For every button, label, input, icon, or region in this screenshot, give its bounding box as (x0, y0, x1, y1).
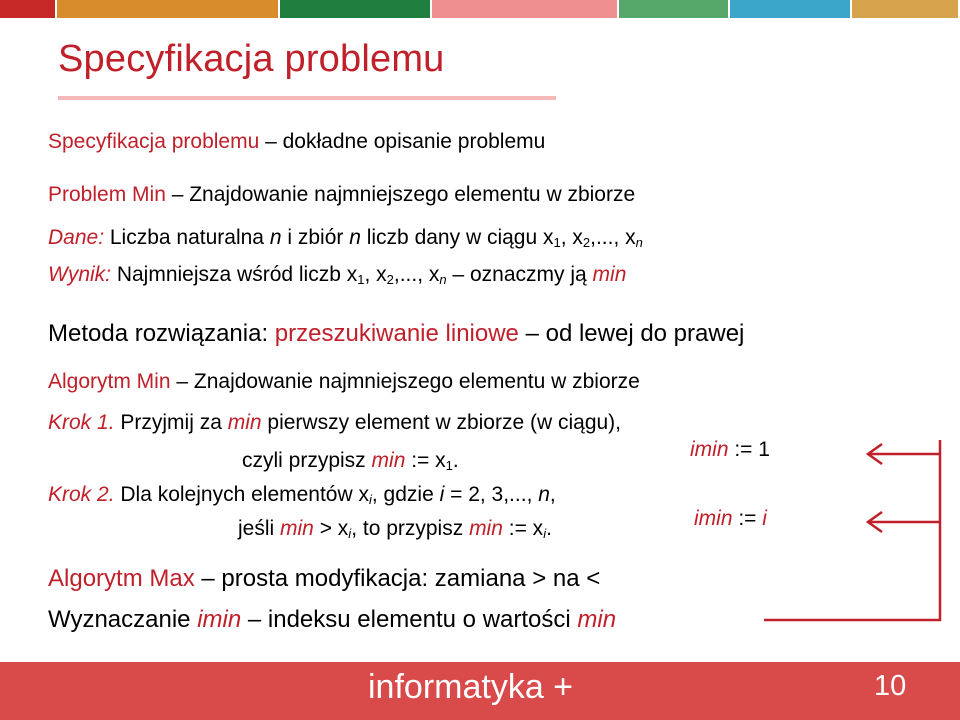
bar-segment (619, 0, 729, 18)
var-min: min (469, 517, 503, 540)
var-min: min (371, 449, 406, 472)
var-i: i (762, 507, 767, 530)
label-krok-1: Krok 1. (48, 411, 115, 434)
text: liczb dany w ciągu x (360, 226, 554, 249)
subscript: 2 (582, 235, 591, 250)
definition-text: – dokładne opisanie problemu (259, 130, 546, 153)
text: Liczba naturalna (104, 226, 270, 249)
bar-segment (432, 0, 617, 18)
subscript: i (348, 526, 352, 541)
output-line (48, 263, 626, 287)
term-specyfikacja: Specyfikacja problemu (48, 130, 260, 153)
var-min: min (280, 517, 314, 540)
var-min: min (227, 411, 262, 434)
bracket-arrows-icon (760, 440, 950, 640)
subscript: 1 (553, 235, 561, 250)
imin-definition-line (48, 606, 616, 634)
text: , gdzie (371, 483, 440, 506)
slide-title: Specyfikacja problemu (58, 38, 445, 80)
text: , x (560, 226, 583, 249)
var-n: n (349, 226, 361, 249)
text: – prosta modyfikacja: zamiana > na < (194, 565, 601, 592)
subscript: i (368, 492, 372, 507)
imin-assign-i (694, 507, 767, 531)
title-underline (58, 96, 556, 100)
step2-cont-line (238, 517, 552, 541)
text: = 2, 3,..., (444, 483, 539, 506)
label-dane: Dane: (48, 226, 105, 249)
page-number: 10 (874, 670, 907, 702)
subscript: n (439, 272, 447, 287)
text: – oznaczmy ją (446, 263, 593, 286)
text: Metoda rozwiązania: (48, 320, 275, 347)
step1-cont-line (242, 449, 459, 473)
text: := x (405, 449, 446, 472)
top-color-bar (0, 0, 960, 18)
footer-brand: informatyka + (368, 668, 574, 706)
var-min: min (592, 263, 627, 286)
text: , x (364, 263, 387, 286)
text: := x (502, 517, 544, 540)
text: – od lewej do prawej (518, 320, 745, 347)
label-wynik: Wynik: (48, 263, 111, 286)
var-n: n (538, 483, 550, 506)
subscript: 1 (445, 458, 453, 473)
input-line (48, 226, 643, 250)
text: := 1 (728, 438, 770, 461)
text: , (549, 483, 556, 506)
text: Najmniejsza wśród liczb x (111, 263, 358, 286)
step2-line (48, 483, 556, 507)
term-algorytm-max: Algorytm Max (48, 565, 195, 592)
var-imin: imin (690, 438, 729, 461)
text: i zbiór (281, 226, 350, 249)
bar-segment (57, 0, 279, 18)
algorithm-max-line (48, 565, 600, 593)
text: ,..., x (393, 263, 440, 286)
var-min: min (577, 606, 617, 633)
text: Przyjmij za (114, 411, 228, 434)
var-imin: imin (694, 507, 733, 530)
text: , to przypisz (351, 517, 470, 540)
algorithm-min-line (48, 370, 640, 394)
bar-segment (0, 0, 55, 18)
spec-definition-line (48, 130, 545, 154)
text: – indeksu elementu o wartości (241, 606, 578, 633)
text: Dla kolejnych elementów x (114, 483, 369, 506)
bar-segment (280, 0, 430, 18)
imin-assign-1 (690, 438, 770, 462)
text: > x (313, 517, 349, 540)
text: . (452, 449, 459, 472)
problem-min-text: – Znajdowanie najmniejszego elementu w zbiorze (165, 183, 636, 206)
term-linear-search: przeszukiwanie liniowe (274, 320, 519, 347)
subscript: i (543, 526, 547, 541)
text: Wyznaczanie (48, 606, 198, 633)
text: pierwszy element w zbiorze (w ciągu), (261, 411, 622, 434)
text: czyli przypisz (242, 449, 372, 472)
text: := (732, 507, 763, 530)
bar-segment (730, 0, 850, 18)
bar-segment (852, 0, 958, 18)
subscript: 2 (386, 272, 394, 287)
var-n: n (269, 226, 282, 249)
label-krok-2: Krok 2. (48, 483, 115, 506)
var-i: i (439, 483, 445, 506)
text: jeśli (238, 517, 281, 540)
subscript: 1 (357, 272, 365, 287)
problem-min-line (48, 183, 635, 207)
arrow-line (764, 440, 940, 620)
text: . (546, 517, 552, 540)
text: ,..., x (590, 226, 636, 249)
text: – Znajdowanie najmniejszego elementu w zbiorze (170, 370, 640, 393)
term-problem-min: Problem Min (48, 183, 166, 206)
var-imin: imin (197, 606, 242, 633)
step1-line (48, 411, 621, 435)
subscript: n (635, 235, 643, 250)
term-algorytm-min: Algorytm Min (48, 370, 171, 393)
method-line (48, 320, 744, 348)
